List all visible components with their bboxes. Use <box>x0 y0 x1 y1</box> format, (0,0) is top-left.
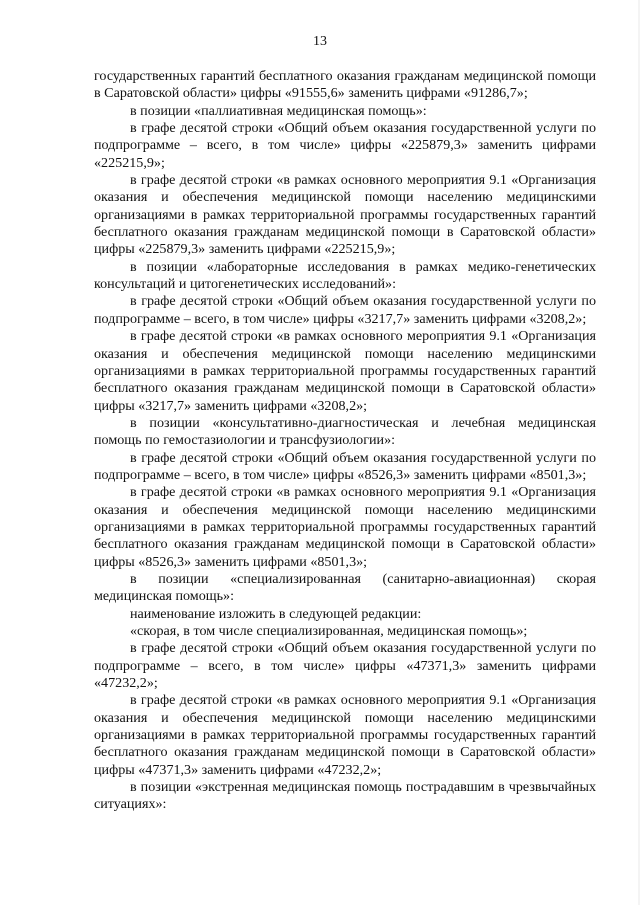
paragraph-15: в графе десятой строки «в рамках основного мероприятия 9.1 «Организация оказания и обеспечения медицинской помощи населению медицинскими организациями в рамках территориальной программы государственных гарантий бесплатного оказания гражданам медицинской помощи в Саратовской области» цифры «47371,3» заменить цифрами «47232,2»; <box>94 692 596 778</box>
paragraph-1: государственных гарантий бесплатного оказания гражданам медицинской помощи в Саратовской области» цифры «91555,6» заменить цифрами «91286,7»; <box>94 68 596 102</box>
paragraph-9: в графе десятой строки «Общий объем оказания государственной услуги по подпрограмме – всего, в том числе» цифры «8526,3» заменить цифрами «8501,3»; <box>94 449 596 483</box>
paragraph-10: в графе десятой строки «в рамках основного мероприятия 9.1 «Организация оказания и обеспечения медицинской помощи населению медицинскими организациями в рамках территориальной программы государственных гарантий бесплатного оказания гражданам медицинской помощи в Саратовской области» цифры «8526,3» заменить цифрами «8501,3»; <box>94 484 596 570</box>
document-body <box>94 68 596 814</box>
paragraph-12: наименование изложить в следующей редакции: <box>130 605 422 622</box>
paragraph-14: в графе десятой строки «Общий объем оказания государственной услуги по подпрограмме – всего, в том числе» цифры «47371,3» заменить цифрами «47232,2»; <box>94 640 596 692</box>
paragraph-8: в позиции «консультативно-диагностическая и лечебная медицинская помощь по гемостазиологии и трансфузиологии»: <box>94 414 596 449</box>
paragraph-2: в позиции «паллиативная медицинская помощь»: <box>130 102 427 119</box>
paragraph-4: в графе десятой строки «в рамках основного мероприятия 9.1 «Организация оказания и обеспечения медицинской помощи населению медицинскими организациями в рамках территориальной программы государственных гарантий бесплатного оказания гражданам медицинской помощи в Саратовской области» цифры «225879,3» заменить цифрами «225215,9»; <box>94 172 596 258</box>
paragraph-11: в позиции «специализированная (санитарно-авиационная) скорая медицинская помощь»: <box>94 570 596 605</box>
paragraph-5: в позиции «лабораторные исследования в рамках медико-генетических консультаций и цитогенетических исследований»: <box>94 258 596 293</box>
paragraph-16: в позиции «экстренная медицинская помощь пострадавшим в чрезвычайных ситуациях»: <box>94 779 596 813</box>
paragraph-13: «скорая, в том числе специализированная, медицинская помощь»; <box>130 623 528 639</box>
paragraph-6: в графе десятой строки «Общий объем оказания государственной услуги по подпрограмме – всего, в том числе» цифры «3217,7» заменить цифрами «3208,2»; <box>94 293 596 327</box>
page-number: 13 <box>313 34 327 49</box>
paragraph-7: в графе десятой строки «в рамках основного мероприятия 9.1 «Организация оказания и обеспечения медицинской помощи населению медицинскими организациями в рамках территориальной программы государственных гарантий бесплатного оказания гражданам медицинской помощи в Саратовской области» цифры «3217,7» заменить цифрами «3208,2»; <box>94 328 596 414</box>
paragraph-3: в графе десятой строки «Общий объем оказания государственной услуги по подпрограмме – всего, в том числе» цифры «225879,3» заменить цифрами «225215,9»; <box>94 120 596 171</box>
